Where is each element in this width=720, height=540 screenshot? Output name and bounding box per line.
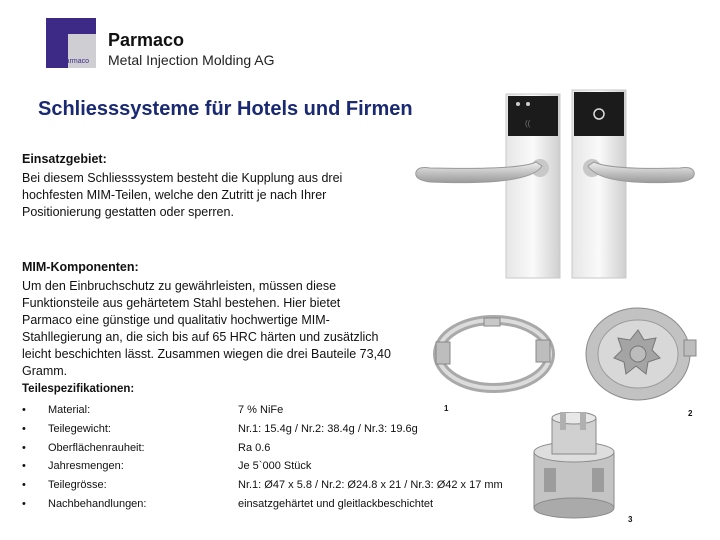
company-logo: [46, 18, 96, 68]
spec-label: Teilegewicht:: [48, 423, 111, 436]
part-number-2: 2: [688, 409, 693, 418]
spec-value: Je 5`000 Stück: [238, 460, 312, 473]
section-heading-einsatzgebiet: Einsatzgebiet:: [22, 152, 107, 166]
section-heading-mim: MIM-Komponenten:: [22, 260, 139, 274]
specs-list: [22, 401, 503, 513]
spec-label: Material:: [48, 404, 91, 417]
spec-label: Nachbehandlungen:: [48, 497, 147, 510]
spec-label: Teilegrösse:: [48, 479, 107, 492]
bullet: •: [22, 404, 26, 417]
section-text-mim: Um den Einbruchschutz zu gewährleisten, müssen diese Funktionsteile aus gehärtetem Stahl bestehen. Hier bietet Parmaco eine günstige und qualitativ hochwertige MIM-Stahllegierung an, die sich bis auf 65 HRC härten und zusätzlich leicht beschichten lässt. Zusammen wiegen die drei Bauteile 73,40 Gramm.: [22, 279, 391, 378]
section-text-einsatzgebiet: Bei diesem Schliesssystem besteht die Kupplung aus drei hochfesten MIM-Teilen, welche den Zutritt je nach Ihrer Positionierung gestatten oder sperren.: [22, 171, 343, 219]
part-number-1: 1: [444, 404, 449, 413]
spec-row-treatment: [22, 494, 503, 513]
spec-row-material: [22, 401, 503, 420]
bullet: •: [22, 479, 26, 492]
page-title: Schliesssysteme für Hotels und Firmen: [38, 98, 413, 120]
spec-label: Jahresmengen:: [48, 460, 124, 473]
spec-value: Nr.1: Ø47 x 5.8 / Nr.2: Ø24.8 x 21 / Nr.3: Ø42 x 17 mm: [238, 479, 503, 492]
company-subline: Metal Injection Molding AG: [108, 52, 275, 68]
company-name: Parmaco: [108, 30, 185, 50]
part-3-cylinder-photo: [520, 412, 633, 524]
door-handle-photo: [410, 88, 710, 283]
spec-row-size: [22, 476, 503, 495]
bullet: •: [22, 497, 26, 510]
bullet: •: [22, 460, 26, 473]
spec-row-volume: [22, 457, 503, 476]
spec-label: Oberflächenrauheit:: [48, 441, 145, 454]
spec-value: einsatzgehärtet und gleitlackbeschichtet: [238, 497, 434, 510]
spec-value: 7 % NiFe: [238, 404, 284, 417]
bullet: •: [22, 441, 26, 454]
part-1-ring-photo: [432, 312, 556, 398]
specs-heading: Teilespezifikationen:: [22, 383, 135, 395]
logo-text: Parmaco: [61, 58, 90, 65]
svg-text:((: ((: [525, 119, 531, 128]
spec-value: Nr.1: 15.4g / Nr.2: 38.4g / Nr.3: 19.6g: [238, 423, 418, 436]
bullet: •: [22, 423, 26, 436]
spec-row-roughness: [22, 438, 503, 457]
part-number-3: 3: [628, 515, 633, 524]
part-2-gear-photo: [580, 302, 700, 410]
spec-value: Ra 0.6: [238, 441, 271, 454]
spec-row-weight: [22, 420, 503, 439]
